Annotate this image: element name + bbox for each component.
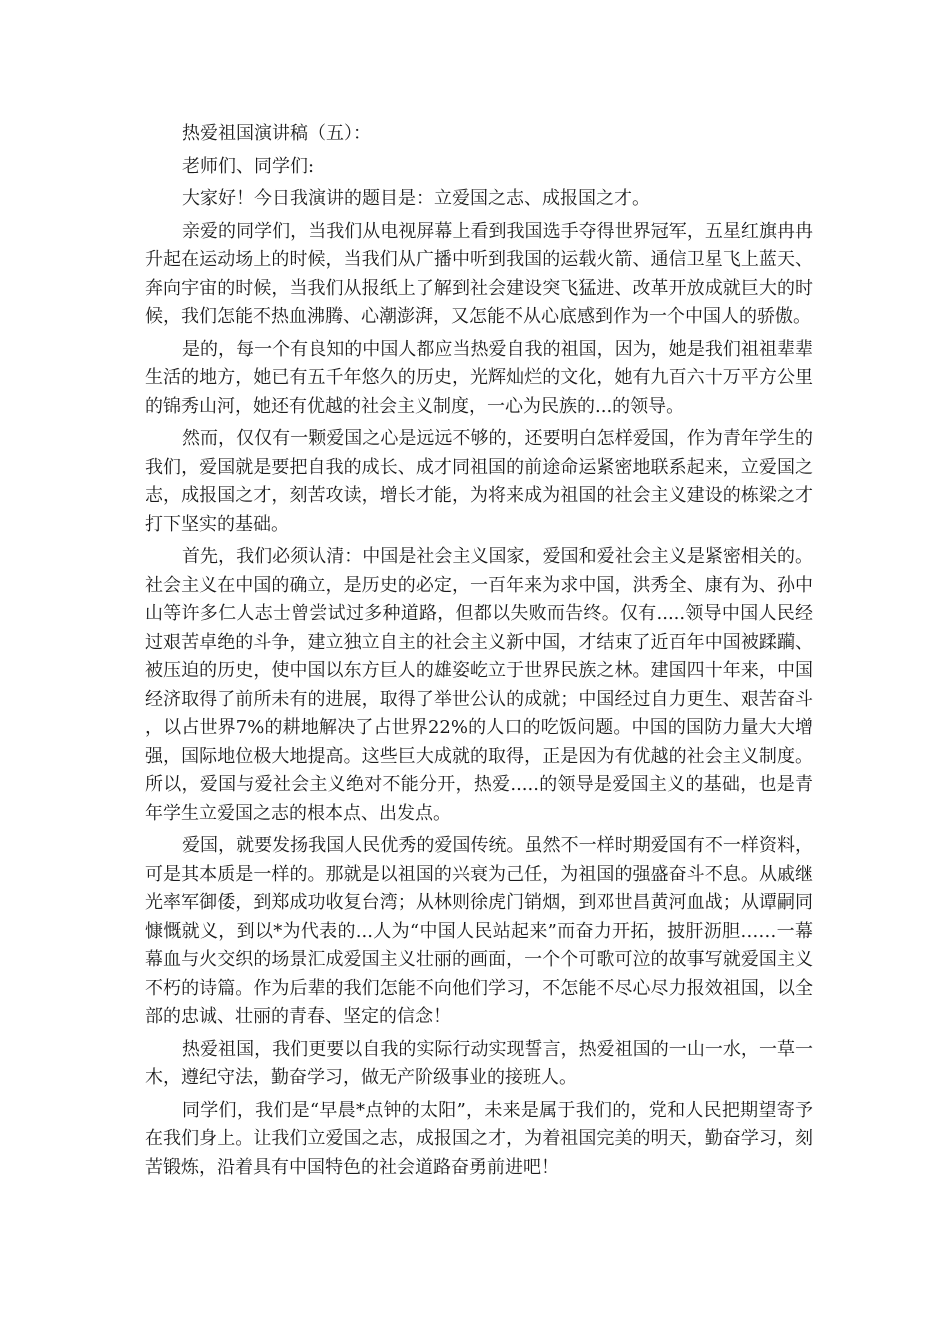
paragraph: 热爱祖国，我们更要以自我的实际行动实现誓言，热爱祖国的一山一水，一草一木，遵纪守法，勤奋学习，做无产阶级事业的接班人。 <box>145 1038 813 1088</box>
paragraph: 首先，我们必须认清：中国是社会主义国家，爱国和爱社会主义是紧密相关的。社会主义在中国的确立，是历史的必定，一百年来为求中国，洪秀全、康有为、孙中山等许多仁人志士曾尝试过多种道路，但都以失败而告终。仅有.....领导中国人民经过艰苦卓绝的斗争，建立独立自主的社会主义新中国，才结束了近百年中国被蹂躏、被压迫的历史，使中国以东方巨人的雄姿屹立于世界民族之林。建国四十年来，中国经济取得了前所未有的进展，取得了举世公认的成就；中国经过自力更生、艰苦奋斗，以占世界7%的耕地解决了占世界22%的人口的吃饭问题。中国的国防力量大大增强，国际地位极大地提高。这些巨大成就的取得，正是因为有优越的社会主义制度。所以，爱国与爱社会主义绝对不能分开，热爱.....的领导是爱国主义的基础，也是青年学生立爱国之志的根本点、出发点。 <box>145 546 813 824</box>
paragraph: 同学们，我们是“早晨*点钟的太阳”，未来是属于我们的，党和人民把期望寄予在我们身上。让我们立爱国之志，成报国之才，为着祖国完美的明天，勤奋学习，刻苦锻炼，沿着具有中国特色的社会道路奋勇前进吧！ <box>145 1099 813 1178</box>
paragraph: 亲爱的同学们，当我们从电视屏幕上看到我国选手夺得世界冠军，五星红旗冉冉升起在运动场上的时候，当我们从广播中听到我国的运载火箭、通信卫星飞上蓝天、奔向宇宙的时候，当我们从报纸上了解到社会建设突飞猛进、改革开放成就巨大的时候，我们怎能不热血沸腾、心潮澎湃，又怎能不从心底感到作为一个中国人的骄傲。 <box>145 220 813 327</box>
paragraph: 是的，每一个有良知的中国人都应当热爱自我的祖国，因为，她是我们祖祖辈辈生活的地方，她已有五千年悠久的历史，光辉灿烂的文化，她有九百六十万平方公里的锦秀山河，她还有优越的社会主义制度，一心为民族的...的领导。 <box>145 338 813 417</box>
paragraph: 大家好！今日我演讲的题目是：立爱国之志、成报国之才。 <box>182 188 650 209</box>
document-title: 热爱祖国演讲稿（五）： <box>182 123 371 144</box>
paragraph: 爱国，就要发扬我国人民优秀的爱国传统。虽然不一样时期爱国有不一样资料，可是其本质是一样的。那就是以祖国的兴衰为己任，为祖国的强盛奋斗不息。从戚继光率军御倭，到郑成功收复台湾；从林则徐虎门销烟，到邓世昌黄河血战；从谭嗣同慷慨就义，到以*为代表的...人为“中国人民站起来”而奋力开拓，披肝沥胆……一幕幕血与火交织的场景汇成爱国主义壮丽的画面，一个个可歌可泣的故事写就爱国主义不朽的诗篇。作为后辈的我们怎能不向他们学习，不怎能不尽心尽力报效祖国，以全部的忠诚、壮丽的青春、坚定的信念！ <box>145 835 813 1027</box>
paragraph: 然而，仅仅有一颗爱国之心是远远不够的，还要明白怎样爱国，作为青年学生的我们，爱国就是要把自我的成长、成才同祖国的前途命运紧密地联系起来，立爱国之志，成报国之才，刻苦攻读，增长才能，为将来成为祖国的社会主义建设的栋梁之才打下坚实的基础。 <box>145 428 813 535</box>
document-body <box>145 120 813 1186</box>
salutation: 老师们、同学们: <box>182 155 315 177</box>
